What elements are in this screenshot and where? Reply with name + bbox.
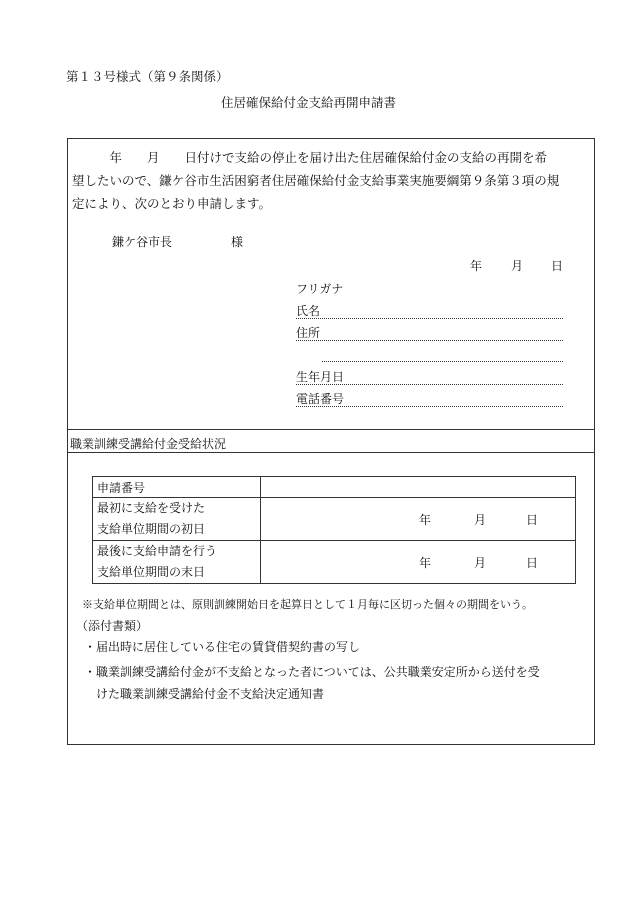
table-row: [93, 541, 576, 584]
last-period-year: 年: [419, 556, 432, 570]
application-date-year: 年: [470, 259, 483, 273]
form-number: 第１３号様式（第９条関係）: [66, 69, 229, 84]
section-divider-top: [67, 429, 595, 430]
first-period-label-line-1: 最初に支給を受けた: [97, 501, 206, 515]
furigana-label: フリガナ: [296, 282, 344, 296]
last-period-day: 日: [526, 556, 539, 570]
last-period-label: [93, 541, 261, 584]
page-title: 住居確保給付金支給再開申請書: [221, 95, 397, 110]
address-label: 住所: [296, 326, 321, 340]
statement-line-3: 定により、次のとおり申請します。: [72, 196, 272, 211]
section-divider-bottom: [67, 452, 595, 453]
addressee: 鎌ケ谷市長: [112, 235, 173, 249]
statement-line-1: 年 月 日付けで支給の停止を届け出た住居確保給付金の支給の再開を希: [72, 150, 548, 165]
table-row: [93, 477, 576, 498]
last-period-date: [261, 541, 576, 584]
addressee-suffix: 様: [231, 235, 244, 249]
name-label: 氏名: [296, 304, 321, 318]
first-period-label: [93, 498, 261, 541]
birthdate-label: 生年月日: [296, 370, 345, 384]
section-label: 職業訓練受講給付金受給状況: [70, 437, 227, 451]
last-period-label-line-2: 支給単位期間の末日: [97, 565, 206, 579]
benefit-status-table: [92, 476, 576, 584]
table-row: [93, 498, 576, 541]
attachment-item-1: ・届出時に居住している住宅の賃貸借契約書の写し: [84, 640, 361, 654]
application-date-day: 日: [551, 259, 564, 273]
statement-line-2: 望したいので、鎌ケ谷市生活困窮者住居確保給付金支給事業実施要綱第９条第３項の規: [72, 173, 560, 188]
name-field-line: [296, 318, 563, 319]
last-period-label-line-1: 最後に支給申請を行う: [97, 544, 218, 558]
attachments-title: （添付書類）: [76, 619, 149, 633]
first-period-year: 年: [419, 513, 432, 527]
definition-note: ※支給単位期間とは、原則訓練開始日を起算日として１月毎に区切った個々の期間をいう。: [82, 598, 533, 611]
phone-label: 電話番号: [296, 392, 345, 406]
first-period-month: 月: [474, 513, 487, 527]
phone-field-line: [296, 406, 563, 407]
application-number-label: 申請番号: [93, 477, 261, 498]
first-period-day: 日: [526, 513, 539, 527]
attachment-item-2-line-2: けた職業訓練受講給付金不支給決定通知書: [84, 687, 325, 701]
application-date-month: 月: [511, 259, 524, 273]
last-period-month: 月: [474, 556, 487, 570]
first-period-date: [261, 498, 576, 541]
first-period-label-line-2: 支給単位期間の初日: [97, 522, 206, 536]
birthdate-field-line: [296, 384, 563, 385]
address-field-line-2: [322, 361, 563, 362]
application-statement: [72, 146, 588, 215]
address-field-line-1: [296, 340, 563, 341]
attachment-item-2-line-1: ・職業訓練受講給付金が不支給となった者については、公共職業安定所から送付を受: [84, 665, 540, 679]
application-number-value: [261, 477, 576, 498]
